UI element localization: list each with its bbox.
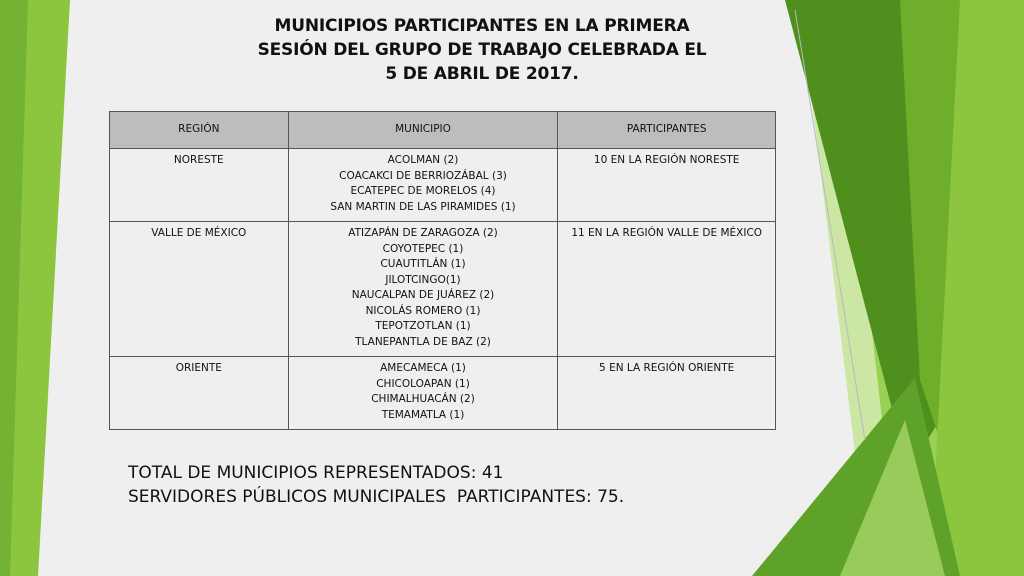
- title-line-3: 5 DE ABRIL DE 2017.: [385, 64, 579, 84]
- table-row: [110, 357, 776, 430]
- header-participantes: PARTICIPANTES: [558, 112, 776, 149]
- municipio-item: CHICOLOAPAN (1): [376, 377, 470, 390]
- municipio-item: COYOTEPEC (1): [382, 242, 464, 255]
- bottom-light-shape: [840, 420, 945, 576]
- municipio-item: CUAUTITLÁN (1): [380, 258, 466, 270]
- total-servidores: SERVIDORES PÚBLICOS MUNICIPALES PARTICIPANTES: 75.: [128, 487, 625, 507]
- municipio-cell: [288, 149, 558, 222]
- municipio-item: ATIZAPÁN DE ZARAGOZA (2): [348, 227, 498, 239]
- right-pale-shape: [812, 0, 1024, 576]
- left-green-shape: [0, 0, 70, 576]
- table-row: [110, 222, 776, 357]
- municipio-item: AMECAMECA (1): [380, 362, 466, 374]
- participantes-cell: 10 EN LA REGIÓN NORESTE: [558, 149, 776, 222]
- participantes-cell: 5 EN LA REGIÓN ORIENTE: [558, 357, 776, 430]
- accent-line: [795, 10, 865, 440]
- municipio-item: NAUCALPAN DE JUÁREZ (2): [351, 289, 495, 301]
- header-region: REGIÓN: [110, 112, 289, 149]
- municipio-cell: [288, 222, 558, 357]
- right-bright-shape: [930, 0, 1024, 576]
- municipio-item: JILOTCINGO(1): [385, 273, 461, 286]
- title-line-2: SESIÓN DEL GRUPO DE TRABAJO CELEBRADA EL: [257, 40, 707, 60]
- left-green-shape-shade: [0, 0, 28, 576]
- table-header-row: [110, 112, 776, 149]
- municipio-item: TEPOTZOTLAN (1): [375, 320, 471, 332]
- right-dark-shape: [785, 0, 940, 470]
- region-cell: NORESTE: [110, 149, 289, 222]
- bottom-green-shape: [752, 378, 960, 576]
- header-municipio: MUNICIPIO: [288, 112, 558, 149]
- municipio-item: COACAKCI DE BERRIOZÁBAL (3): [339, 169, 507, 182]
- municipio-item: TEMAMATLA (1): [381, 408, 465, 421]
- participantes-cell: 11 EN LA REGIÓN VALLE DE MÉXICO: [558, 222, 776, 357]
- table-row: [110, 149, 776, 222]
- title-line-1: MUNICIPIOS PARTICIPANTES EN LA PRIMERA: [274, 16, 690, 36]
- slide-title: [200, 14, 764, 86]
- region-cell: VALLE DE MÉXICO: [110, 222, 289, 357]
- total-municipios: TOTAL DE MUNICIPIOS REPRESENTADOS: 41: [128, 463, 504, 483]
- right-mid-shape: [900, 0, 1000, 440]
- municipio-cell: [288, 357, 558, 430]
- region-cell: ORIENTE: [110, 357, 289, 430]
- municipio-item: TLANEPANTLA DE BAZ (2): [355, 335, 491, 348]
- municipio-item: SAN MARTIN DE LAS PIRAMIDES (1): [330, 200, 516, 213]
- right-light-shape: [850, 80, 1024, 576]
- totals-summary: [128, 461, 624, 509]
- municipio-item: ECATEPEC DE MORELOS (4): [350, 185, 496, 197]
- municipios-table: [109, 111, 776, 430]
- municipio-item: ACOLMAN (2): [387, 154, 459, 166]
- municipio-item: NICOLÁS ROMERO (1): [365, 304, 481, 317]
- municipio-item: CHIMALHUACÁN (2): [371, 393, 475, 405]
